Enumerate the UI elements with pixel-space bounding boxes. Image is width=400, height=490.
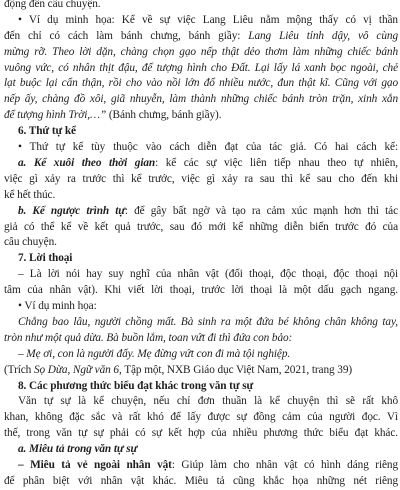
- text-line: [0, 235, 400, 251]
- text-segment: ,: [67, 363, 73, 376]
- text-segment: động đến câu chuyện.: [4, 0, 101, 10]
- text-line: [0, 156, 400, 172]
- text-segment: lạt buộc lại cẩn thận, rồi cho vào nồi lớn đổ nhiều nước, đun thật kĩ. Cũng với gạo: [4, 77, 398, 90]
- text-line: [0, 29, 400, 45]
- text-segment: – Miêu tả vẻ ngoài nhân vật: [18, 459, 172, 472]
- text-segment: (Trích: [4, 363, 34, 376]
- text-line: [0, 172, 400, 188]
- text-segment: – Mẹ ơi, con là người đấy. Mẹ đừng vứt con đi mà tội nghiệp.: [18, 347, 291, 360]
- text-segment: (Bánh chưng, bánh giầy).: [108, 109, 222, 122]
- text-line: [0, 188, 400, 204]
- text-line: [0, 204, 400, 220]
- text-segment: 8. Các phương thức biểu đạt khác trong văn tự sự: [18, 379, 254, 392]
- text-line: [0, 363, 400, 379]
- text-line: [0, 379, 400, 395]
- text-line: [0, 442, 400, 458]
- text-segment: vuông vức, có nhân thịt đậu, để tượng hình cho Đất. Lại lấy lá xanh bọc ngoài, chẻ: [4, 61, 398, 74]
- text-segment: để phân biệt với nhân vật khác. Miêu tả cũng khắc họa những nét riêng: [4, 474, 398, 487]
- text-segment: việc gì xảy ra trước thì kể trước, việc gì xảy ra sau thì kể sau cho đến khi: [4, 172, 398, 185]
- text-segment: 6. Thứ tự kể: [18, 125, 76, 138]
- text-segment: – Là lời nói hay suy nghĩ của nhân vật (đối thoại, độc thoại, độc thoại nội: [18, 268, 398, 281]
- text-line: [0, 0, 400, 13]
- text-segment: a. Miêu tả trong văn tự sự: [18, 443, 138, 456]
- text-segment: để tượng hình Trời,…”: [4, 109, 109, 122]
- text-line: [0, 45, 400, 61]
- text-segment: : kể các sự việc liên tiếp nhau theo tự nhiên,: [155, 156, 398, 169]
- text-segment: Kể về sự việc Lang Liêu nằm mộng thấy có vị thần: [121, 13, 398, 26]
- text-line: [0, 13, 400, 29]
- text-segment: a. Kể xuôi theo thời gian: [18, 156, 156, 169]
- text-segment: • Ví dụ minh họa:: [18, 13, 122, 26]
- text-line: [0, 458, 400, 474]
- text-line: [0, 108, 400, 124]
- text-segment: khan, không đặc sắc và rất khó để lấy được sự đồng cảm của người đọc. Vì: [4, 411, 398, 424]
- text-segment: nếp ấy, chàng đồ xôi, giã nhuyễn, làm thành những chiếc bánh tròn trặn, xinh xắn: [4, 93, 398, 106]
- text-segment: Văn tự sự là kể chuyện, nếu chỉ đơn thuần là kể chuyện thì sẽ rất khô: [18, 395, 398, 408]
- text-segment: b. Kể ngược trình tự: [18, 204, 125, 217]
- text-segment: câu chuyện.: [4, 236, 57, 249]
- text-segment: Sọ Dừa: [33, 363, 68, 376]
- text-line: [0, 410, 400, 426]
- text-segment: đến chỉ có cách làm bánh chưng, bánh giầy:: [4, 29, 249, 42]
- text-line: [0, 331, 400, 347]
- text-line: [0, 124, 400, 140]
- text-line: [0, 251, 400, 267]
- text-line: [0, 140, 400, 156]
- text-line: [0, 267, 400, 283]
- text-line: [0, 220, 400, 236]
- text-line: [0, 347, 400, 363]
- text-segment: Ngữ văn 6: [72, 363, 119, 376]
- text-line: [0, 299, 400, 315]
- text-segment: kể hết thúc.: [4, 188, 56, 201]
- text-segment: • Ví dụ minh họa:: [18, 300, 97, 313]
- text-segment: 7. Lời thoại: [18, 252, 73, 265]
- text-line: [0, 474, 400, 490]
- text-segment: : để gây bất ngờ và tạo ra cảm xúc mạnh hơn thì tác: [124, 204, 398, 217]
- text-segment: • Thứ tự kể tùy thuộc vào cách diễn đạt của tác giả. Có hai cách kể:: [18, 141, 398, 154]
- text-segment: , Tập một, NXB Giáo dục Việt Nam, 2021, trang 39): [118, 363, 353, 376]
- text-line: [0, 61, 400, 77]
- text-segment: Lang Liêu tỉnh dậy, vô cùng: [248, 29, 398, 42]
- text-segment: giả có thể kể về kết quả trước, sau đó mới kể những diễn biến trước đó của: [4, 220, 398, 233]
- text-segment: tròn như một quả dừa. Bà buồn lắm, toan vứt đi thì đứa con bảo:: [4, 331, 293, 344]
- text-line: [0, 394, 400, 410]
- text-segment: : Giúp làm cho nhân vật có hình dáng riêng: [171, 459, 398, 472]
- text-segment: tâm của nhân vật). Khi viết lời thoại, trước lời thoại là một dấu gạch ngang.: [4, 284, 398, 297]
- text-line: [0, 283, 400, 299]
- text-segment: mừng rỡ. Theo lời dặn, chàng chọn gạo nếp thật dẻo thơm làm những chiếc bánh: [4, 45, 398, 58]
- text-segment: thế, trong văn tự sự phải có sự kết hợp của nhiều phương thức biểu đạt khác.: [4, 427, 398, 440]
- text-line: [0, 92, 400, 108]
- text-line: [0, 315, 400, 331]
- text-line: [0, 426, 400, 442]
- text-line: [0, 76, 400, 92]
- text-segment: Chẳng bao lâu, người chồng mất. Bà sinh ra một đứa bé không chân không tay,: [18, 315, 398, 328]
